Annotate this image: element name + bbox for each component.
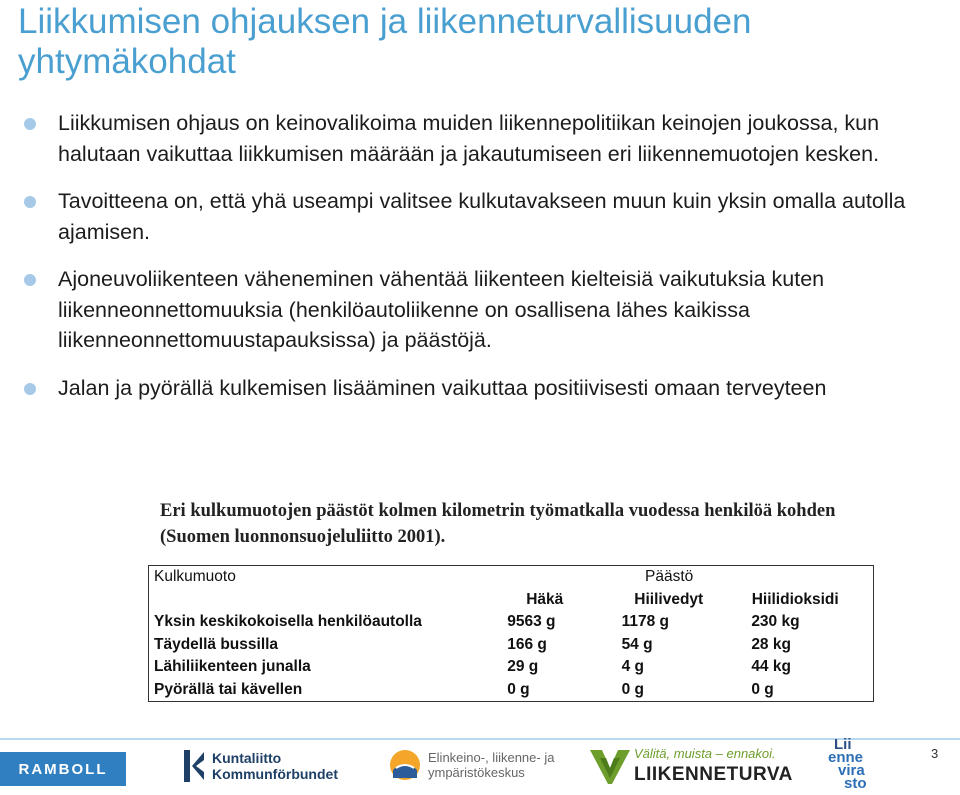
- footer-divider: [0, 738, 960, 740]
- cell: 44 kg: [751, 658, 791, 676]
- table-subheader-row: [149, 589, 873, 612]
- table-row: [149, 634, 873, 657]
- liikennevirasto-line: sto: [844, 775, 867, 792]
- liikennevirasto-line: enne: [828, 749, 864, 766]
- table-caption: Eri kulkumuotojen päästöt kolmen kilometrin työmatkalla vuodessa henkilöä kohden (Suomen luonnonsuojeluliitto 2001).: [160, 501, 836, 547]
- column-header: Hiilidioksidi: [751, 590, 839, 608]
- bullet-item: [24, 373, 934, 404]
- page-number: 3: [931, 746, 939, 761]
- liikenneturva-name: LIIKENNETURVA: [634, 764, 793, 785]
- kuntaliitto-line: Kuntaliitto: [212, 750, 282, 766]
- bullet-list: [24, 108, 934, 420]
- header-group: Päästö: [645, 568, 694, 585]
- ely-icon: [388, 748, 422, 782]
- row-label: Lähiliikenteen junalla: [154, 658, 311, 676]
- bullet-icon: [24, 274, 36, 286]
- bullet-icon: [24, 196, 36, 208]
- ely-logo: [388, 748, 554, 782]
- cell: 166 g: [507, 635, 547, 653]
- bullet-text: Liikkumisen ohjaus on keinovalikoima muiden liikennepolitiikan keinojen joukossa, kun halutaan vaikuttaa liikkumisen määrään ja jakautumiseen eri liikennemuotojen kesken.: [58, 111, 880, 166]
- cell: 9563 g: [507, 613, 556, 631]
- cell: 0 g: [621, 680, 644, 698]
- kommunforbundet-line: Kommunförbundet: [212, 766, 338, 782]
- table-header-row: [149, 566, 873, 589]
- bullet-text: Jalan ja pyörällä kulkemisen lisääminen vaikuttaa positiivisesti omaan terveyteen: [58, 375, 827, 400]
- table-row: [149, 656, 873, 679]
- ely-line: ympäristökeskus: [428, 765, 525, 780]
- emission-table: [148, 565, 874, 702]
- kuntaliitto-logo: [182, 748, 338, 784]
- bullet-item: [24, 186, 934, 247]
- kuntaliitto-icon: [182, 748, 206, 784]
- ely-line: Elinkeino-, liikenne- ja: [428, 750, 555, 765]
- header-category: Kulkumuoto: [154, 568, 236, 586]
- row-label: Yksin keskikokoisella henkilöautolla: [154, 613, 422, 631]
- row-label: Täydellä bussilla: [154, 635, 279, 653]
- ely-text: [428, 750, 554, 780]
- liikennevirasto-logo: [826, 738, 886, 794]
- liikennevirasto-line: Lii: [834, 736, 852, 753]
- row-label: Pyörällä tai kävellen: [154, 680, 303, 698]
- cell: 230 kg: [751, 613, 800, 631]
- kuntaliitto-text: [212, 750, 338, 782]
- liikenneturva-icon: [588, 744, 632, 788]
- cell: 54 g: [621, 635, 653, 653]
- cell: 28 kg: [751, 635, 791, 653]
- bullet-icon: [24, 383, 36, 395]
- cell: 4 g: [621, 658, 644, 676]
- liikennevirasto-line: vira: [838, 762, 865, 779]
- cell: 1178 g: [621, 613, 669, 631]
- table-body: [149, 611, 873, 701]
- bullet-icon: [24, 118, 36, 130]
- table-row: [149, 611, 873, 634]
- ramboll-logo: RAMBOLL: [0, 752, 126, 786]
- cell: 0 g: [507, 680, 530, 698]
- bullet-item: [24, 264, 934, 356]
- table-row: [149, 679, 873, 702]
- cell: 0 g: [751, 680, 774, 698]
- slide-title: Liikkumisen ohjauksen ja liikenneturvallisuuden yhtymäkohdat: [18, 2, 752, 81]
- cell: 29 g: [507, 658, 539, 676]
- liikenneturva-slogan: Välitä, muista – ennakoi.: [634, 746, 776, 761]
- liikenneturva-logo: [588, 744, 798, 790]
- column-header: Hiilivedyt: [634, 590, 704, 608]
- column-header: Häkä: [526, 590, 564, 608]
- bullet-text: Ajoneuvoliikenteen väheneminen vähentää liikenteen kielteisiä vaikutuksia kuten liikenneonnettomuuksia (henkilöautoliikenne on osallisena lähes kaikissa liikenneonnettomuustapauksissa) ja päästöjä.: [58, 267, 825, 352]
- bullet-text: Tavoitteena on, että yhä useampi valitsee kulkutavakseen muun kuin yksin omalla autolla ajamisen.: [58, 189, 906, 244]
- bullet-item: [24, 108, 934, 169]
